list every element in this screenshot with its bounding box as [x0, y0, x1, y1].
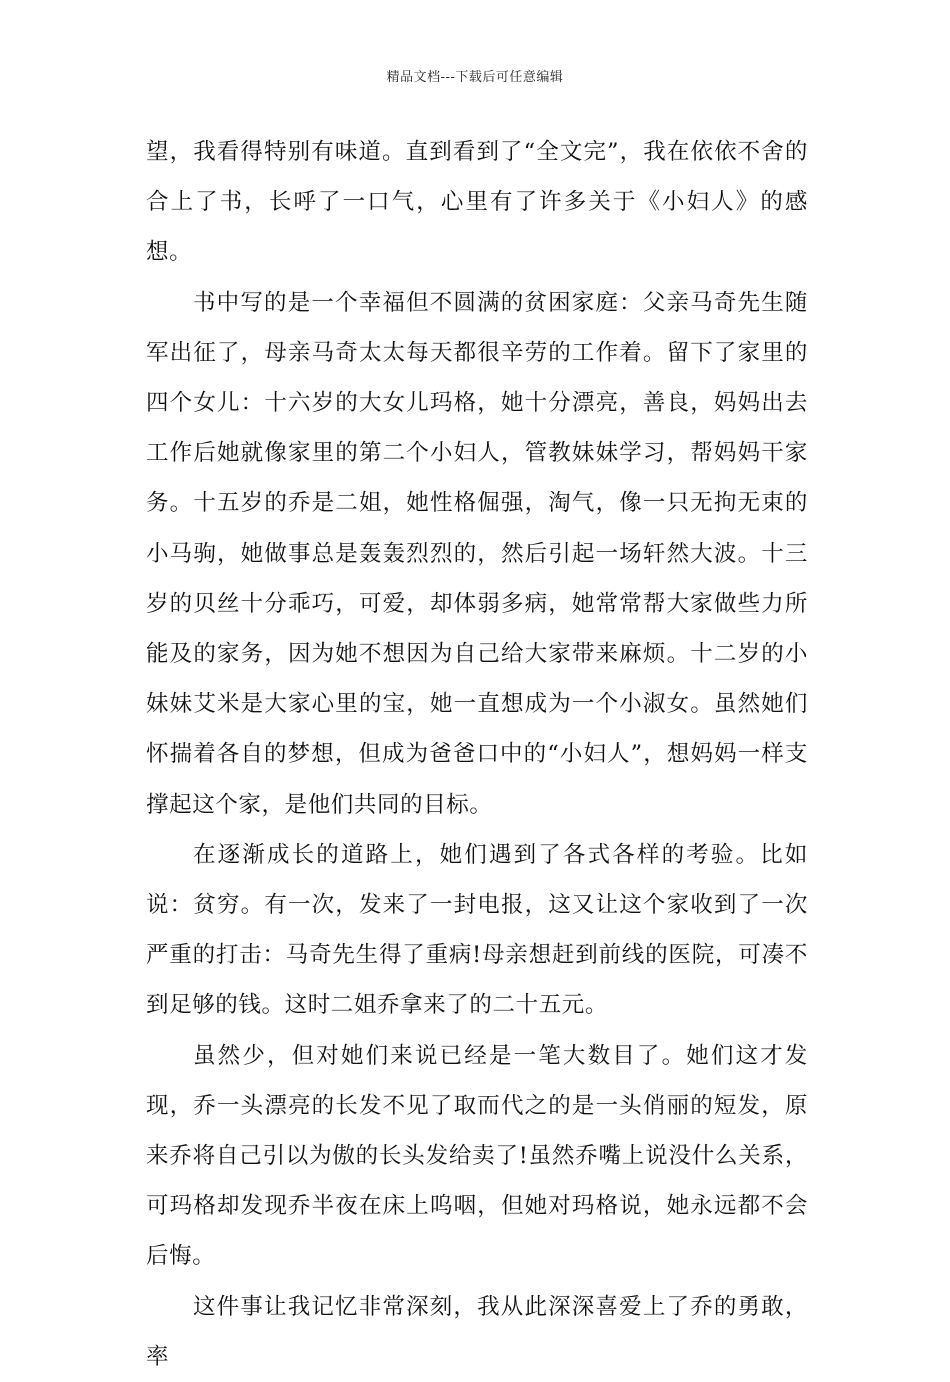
document-body — [146, 127, 808, 1382]
paragraph-4: 虽然少，但对她们来说已经是一笔大数目了。她们这才发现，乔一头漂亮的长发不见了取而代之的是一头俏丽的短发，原来乔将自己引以为傲的长头发给卖了!虽然乔嘴上说没什么关系，可玛格却发现乔半夜在床上呜咽，但她对玛格说，她永远都不会后悔。 — [146, 1042, 808, 1270]
paragraph-3: 在逐渐成长的道路上，她们遇到了各式各样的考验。比如说：贫穷。有一次，发来了一封电报，这又让这个家收到了一次严重的打击：马奇先生得了重病!母亲想赶到前线的医院，可凑不到足够的钱。这时二姐乔拿来了的二十五元。 — [146, 841, 808, 1019]
paragraph-1: 望，我看得特别有味道。直到看到了“全文完”，我在依依不舍的合上了书，长呼了一口气，心里有了许多关于《小妇人》的感想。 — [146, 139, 808, 266]
page-header: 精品文档---下载后可任意编辑 — [386, 70, 564, 85]
paragraph-5: 这件事让我记忆非常深刻，我从此深深喜爱上了乔的勇敢，率 — [146, 1293, 808, 1370]
paragraph-2: 书中写的是一个幸福但不圆满的贫困家庭：父亲马奇先生随军出征了，母亲马奇太太每天都很辛劳的工作着。留下了家里的四个女儿：十六岁的大女儿玛格，她十分漂亮，善良，妈妈出去工作后她就像家里的第二个小妇人，管教妹妹学习，帮妈妈干家务。十五岁的乔是二姐，她性格倔强，淘气，像一只无拘无束的小马驹，她做事总是轰轰烈烈的，然后引起一场轩然大波。十三岁的贝丝十分乖巧，可爱，却体弱多病，她常常帮大家做些力所能及的家务，因为她不想因为自己给大家带来麻烦。十二岁的小妹妹艾米是大家心里的宝，她一直想成为一个小淑女。虽然她们怀揣着各自的梦想，但成为爸爸口中的“小妇人”，想妈妈一样支撑起这个家，是他们共同的目标。 — [146, 289, 808, 818]
